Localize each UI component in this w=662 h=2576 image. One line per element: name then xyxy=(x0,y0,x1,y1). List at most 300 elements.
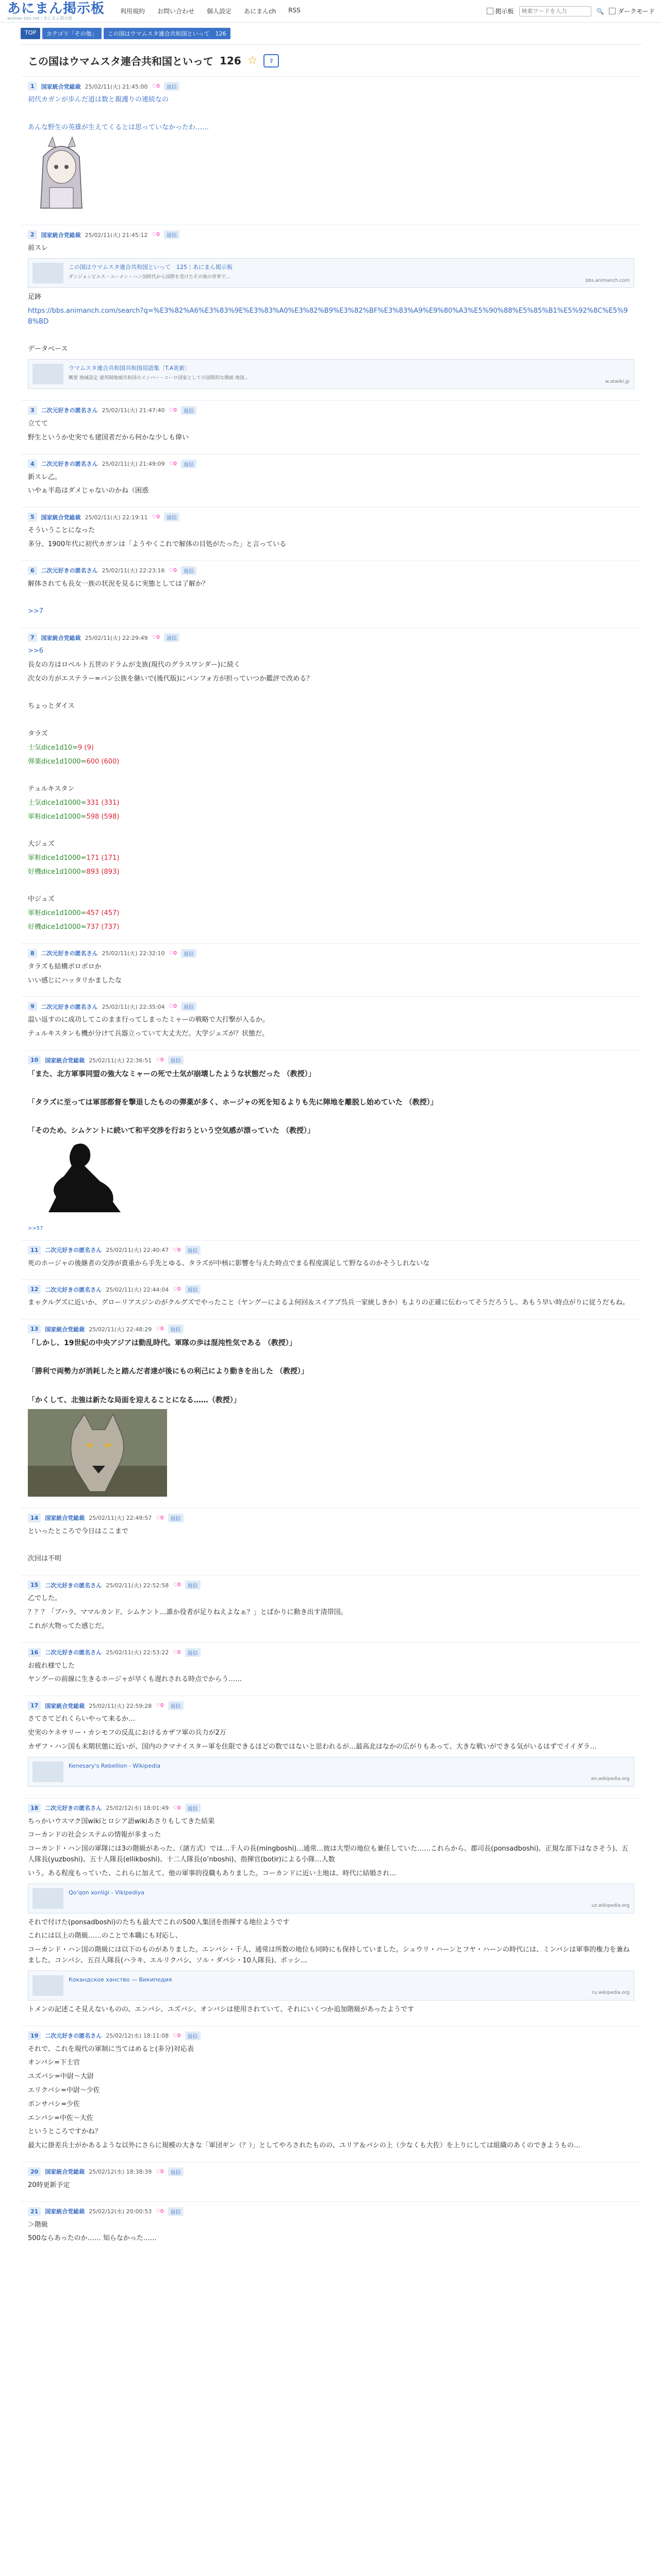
post-line: タラズも結構ボロボロか xyxy=(28,962,102,971)
poster-name: 二次元好きの匿名さん xyxy=(45,1247,102,1254)
post-line xyxy=(28,715,634,726)
post xyxy=(21,2026,641,2162)
search-icon[interactable]: 🔍 xyxy=(596,7,604,15)
post-line: エンバシ=中佐～大佐 xyxy=(28,2114,93,2122)
post-body xyxy=(28,1015,634,1040)
checkbox-icon xyxy=(609,8,616,14)
post-header xyxy=(28,1325,634,1333)
reply-icon[interactable]: ♡0 xyxy=(173,1582,181,1588)
dice-result: 331 (331) xyxy=(86,799,120,807)
reply-icon[interactable]: ♡0 xyxy=(173,1247,181,1253)
card-title[interactable]: Kenesary's Rebellion - Wikipedia xyxy=(69,1762,161,1769)
post-line: まゃクルグズに近いか、グローリアスジンのがクルグズでやったこと（ヤングーによるよ何回＆スイアブ呉兵一家統しきか）もよりの正確に伝わってそうだろうし、あもう早い時点がりに従うだもね。 xyxy=(28,1299,630,1307)
post-line[interactable]: >>7 xyxy=(28,607,44,616)
dice-result: 600 (600) xyxy=(86,757,120,766)
post-header xyxy=(28,406,634,415)
post-body xyxy=(28,1259,634,1269)
reply-button[interactable]: 返信 xyxy=(181,1002,196,1011)
card-thumb xyxy=(32,364,63,384)
post-line: といったところで今日はここまで xyxy=(28,1527,128,1535)
post-header xyxy=(28,1514,634,1522)
post-line[interactable]: https://bbs.animanch.com/search?q=%E3%82%A6%E3%83%9E%E3%83%A0%E3%82%B9%E3%82%BF%E3%83%A9%E9%80%A3%E5%90%88%E5%85%B1%E5%92%8C%E5%9B%BD xyxy=(28,307,628,326)
post-text xyxy=(28,1259,634,1269)
dice-result: 598 (598) xyxy=(86,812,120,821)
post-line: それで付けた(ponsadboshi)のたちも最大でこれの500人集団を指揮する地位ようです xyxy=(28,1918,290,1926)
post-line: 立てて xyxy=(28,419,48,428)
poster-name: 国家統合党総裁 xyxy=(45,1702,85,1709)
post-header xyxy=(28,1246,634,1255)
dice-result: 171 (171) xyxy=(86,854,120,862)
wolf-image[interactable] xyxy=(28,1409,167,1497)
card-thumb xyxy=(32,1888,63,1909)
post-line: 次女の方がエステラー=パン公族を継いで(後代版)にパンフォ方が担っていつか鑑評で改める？ xyxy=(28,674,313,683)
post xyxy=(21,2162,641,2201)
post xyxy=(21,1508,641,1575)
post-number[interactable]: 1 xyxy=(28,82,37,91)
reply-icon[interactable]: ♡0 xyxy=(169,567,177,573)
post-header xyxy=(28,1581,634,1589)
breadcrumb-item[interactable]: TOP xyxy=(21,28,40,39)
post xyxy=(21,1319,641,1508)
poster-name: 二次元好きの匿名さん xyxy=(41,1003,98,1010)
post-number[interactable]: 15 xyxy=(28,1581,41,1589)
post-line: というところですかね？ xyxy=(28,2128,102,2136)
post-header xyxy=(28,566,634,575)
post-line: 次回は不明 xyxy=(28,1555,62,1563)
post-header xyxy=(28,2031,634,2040)
post-line: それで、これを現代の軍制に当てはめると(多分)対応表 xyxy=(28,2045,194,2053)
post-date: 25/02/11(火) 22:32:10 xyxy=(102,950,165,957)
post-number[interactable]: 6 xyxy=(28,566,37,575)
post-number[interactable]: 9 xyxy=(28,1002,37,1011)
link-card[interactable] xyxy=(28,1971,634,2001)
post-date: 25/02/11(火) 22:53:22 xyxy=(106,1649,169,1656)
reply-button[interactable]: 返信 xyxy=(185,1648,201,1657)
post-line: トメンの記述こそ見えないものの、エンバシ、ユズバシ、オンバシは使用されていて、それにいくつか追加階級があったようです xyxy=(28,2005,415,2013)
post-date: 25/02/12(水) 18:01:49 xyxy=(106,1805,169,1812)
post xyxy=(21,561,641,628)
post-line xyxy=(28,109,634,120)
post xyxy=(21,1642,641,1696)
poster-name: 国家統合党総裁 xyxy=(41,83,81,90)
dice-label: 士気dice1d1000= xyxy=(28,799,87,807)
poster-name: 国家統合党総裁 xyxy=(45,2208,85,2215)
post-line xyxy=(28,757,634,768)
reply-icon[interactable]: ♡0 xyxy=(156,1326,164,1332)
post-number[interactable]: 17 xyxy=(28,1701,41,1710)
header-nav xyxy=(120,7,301,15)
post-number[interactable]: 7 xyxy=(28,633,37,642)
post-line xyxy=(28,798,634,809)
poster-name: 二次元好きの匿名さん xyxy=(45,2032,102,2040)
post-line xyxy=(28,826,634,837)
post-number[interactable]: 11 xyxy=(28,1246,41,1255)
post-header xyxy=(28,1285,634,1294)
link-card[interactable] xyxy=(28,1884,634,1913)
reply-button[interactable]: 返信 xyxy=(168,2207,184,2216)
post-body xyxy=(28,243,634,389)
site-header xyxy=(0,0,662,23)
dice-label: 弾薬dice1d1000= xyxy=(28,757,87,766)
link-card[interactable] xyxy=(28,359,634,389)
link-card[interactable] xyxy=(28,1757,634,1787)
post-line: ポンサバシ=少佐 xyxy=(28,2100,80,2108)
reply-icon[interactable]: ♡0 xyxy=(156,1057,164,1063)
post-line: 解体されても長女一族の状況を見るに実態としては了解か？ xyxy=(28,580,209,588)
post-number[interactable]: 3 xyxy=(28,406,37,415)
card-description: ダンジョンピルス・ユーメン・ハン国時代から国際を受けたその後の世界で… xyxy=(69,274,230,280)
post-list xyxy=(21,76,641,2255)
reply-icon[interactable]: ♡0 xyxy=(173,1805,181,1811)
post-line: ＞階級 xyxy=(28,2221,48,2229)
post-text xyxy=(28,579,634,617)
favorite-star-icon[interactable]: ☆ xyxy=(247,54,258,67)
link-card[interactable] xyxy=(28,258,634,288)
reply-button[interactable]: 返信 xyxy=(185,1285,201,1294)
post-body xyxy=(28,1661,634,1686)
post-number[interactable]: 18 xyxy=(28,1804,41,1812)
post-line xyxy=(28,1112,634,1123)
reply-button[interactable]: 返信 xyxy=(164,513,179,521)
reply-icon[interactable]: ♡0 xyxy=(152,83,160,89)
post-line: 「しかし、19世紀の中央アジアは動乱時代。軍隊の歩は混沌性気である （教授）」 xyxy=(28,1339,296,1348)
post-number[interactable]: 8 xyxy=(28,949,37,958)
post-body xyxy=(28,579,634,617)
post-body xyxy=(28,472,634,497)
reply-button[interactable]: 返信 xyxy=(168,1514,184,1522)
card-domain: bbs.animanch.com xyxy=(585,278,630,283)
card-text xyxy=(69,1888,144,1897)
post-number[interactable]: 2 xyxy=(28,230,37,239)
reply-button[interactable]: 返信 xyxy=(181,460,196,468)
post-line xyxy=(28,1352,634,1363)
post-text xyxy=(28,1298,634,1309)
reply-icon[interactable]: ♡0 xyxy=(156,2168,164,2175)
reply-icon[interactable]: ♡0 xyxy=(173,1649,181,1655)
post-line: テュルキスタンも機が分けて兵器立っていて大丈夫だ。大学ジュズが？状態だ。 xyxy=(28,1030,269,1038)
reply-anchor[interactable]: >>57 xyxy=(28,1225,43,1231)
post-line xyxy=(28,812,634,823)
reply-icon[interactable]: ♡0 xyxy=(169,950,177,956)
reply-button[interactable]: 返信 xyxy=(168,1701,184,1710)
post-date: 25/02/11(火) 22:23:16 xyxy=(102,567,165,574)
post-text xyxy=(28,1527,634,1565)
post-body xyxy=(28,1069,634,1233)
post xyxy=(21,76,641,225)
search-input[interactable] xyxy=(519,6,591,16)
card-thumb xyxy=(32,1761,63,1782)
post-line xyxy=(28,1083,634,1094)
reply-icon[interactable]: ♡0 xyxy=(156,1703,164,1709)
dice-result: 9 (9) xyxy=(77,743,94,752)
thread-title-bar xyxy=(21,44,641,76)
nav-link[interactable]: 利用規約 xyxy=(120,8,145,15)
post-number[interactable]: 12 xyxy=(28,1285,41,1294)
post-line xyxy=(28,1540,634,1551)
post-text xyxy=(28,1594,634,1632)
card-title[interactable]: ウマムスタ連合共和国共和国用語集〔T.A更新〕 xyxy=(69,364,191,371)
post-line: お疲れ様でした xyxy=(28,1662,75,1670)
post-line: コーカンド・ハン国の階級には以下のものがありました。エンバシ・千人、通常は所数の地位も同時にも保持していました。シュウリ・ハーンとフヤ・ハーンの時代には、ミンバシは軍事的権力を兼ねました。コンパシ、五百人隊長(ハラキ、エルリクバシ、ソル・ダバシ・10人隊長)、ボッシ… xyxy=(28,1946,630,1964)
reply-button[interactable]: 返信 xyxy=(185,1804,201,1812)
post xyxy=(21,1575,641,1642)
post-date: 25/02/11(火) 22:36:51 xyxy=(89,1057,152,1064)
card-text xyxy=(69,364,249,382)
post-line xyxy=(28,853,634,864)
post-date: 25/02/12(水) 20:00:53 xyxy=(89,2208,152,2215)
reply-count: 126 xyxy=(220,54,241,67)
post-number[interactable]: 5 xyxy=(28,513,37,521)
post-text xyxy=(28,1714,634,1752)
post-text xyxy=(28,526,634,550)
post-number[interactable]: 14 xyxy=(28,1514,41,1522)
post-line: 前スレ xyxy=(28,244,48,252)
post-header xyxy=(28,2207,634,2216)
post-number[interactable]: 13 xyxy=(28,1325,41,1333)
post-date: 25/02/12(水) 18:11:08 xyxy=(106,2032,169,2040)
post-body xyxy=(28,2180,634,2191)
post-line: テュルキスタン xyxy=(28,785,75,793)
reply-icon[interactable]: ♡0 xyxy=(169,407,177,413)
card-title[interactable]: Qo‘qon xonligi - Vikipediya xyxy=(69,1889,144,1896)
nav-link[interactable]: あにまんch xyxy=(244,8,276,15)
post-text xyxy=(28,2220,634,2245)
post-number[interactable]: 19 xyxy=(28,2031,41,2040)
poster-name: 二次元好きの匿名さん xyxy=(45,1582,102,1589)
new-thread-label: 掲示板 xyxy=(495,8,514,15)
post-line xyxy=(28,593,634,604)
post-line: タラズ xyxy=(28,730,48,738)
post-date: 25/02/11(火) 22:48:29 xyxy=(89,1326,152,1333)
site-logo[interactable] xyxy=(7,2,105,21)
poster-name: 二次元好きの匿名さん xyxy=(41,407,98,414)
post-line xyxy=(28,881,634,892)
post-line: 「かくして、北強は新たな局面を迎えることになる……（教授）」 xyxy=(28,1396,241,1404)
post-line: 足跡 xyxy=(28,293,42,301)
post-line: カザフ・ハン国も末期状態に近いが、国内のクマナイスター軍を住限できるほどの数ではないと思われるが…最高北はなかの広がりもあって、大きな戦いができる気がいるはずでイイダラ… xyxy=(28,1742,597,1751)
post xyxy=(21,943,641,997)
post-line[interactable]: >>6 xyxy=(28,647,44,655)
anime-girl-image[interactable] xyxy=(28,136,95,213)
reply-icon[interactable]: ♡0 xyxy=(169,1004,177,1010)
post xyxy=(21,2201,641,2255)
post-header xyxy=(28,460,634,468)
reply-icon[interactable]: ♡0 xyxy=(156,2208,164,2214)
dice-label: 好機dice1d1000= xyxy=(28,868,87,876)
post-date: 25/02/11(火) 22:29:49 xyxy=(85,634,148,641)
post-number[interactable]: 4 xyxy=(28,460,37,468)
post-line: ？？？「ブハラ、ママルカンド、シムケント…誰か役者が足りねえよなぁ？」とばかりに動き出す清帯国。 xyxy=(28,1608,347,1616)
post xyxy=(21,1240,641,1280)
post xyxy=(21,1279,641,1319)
post-body xyxy=(28,1714,634,1786)
post xyxy=(21,225,641,400)
post-number[interactable]: 20 xyxy=(28,2167,41,2176)
post-header xyxy=(28,82,634,91)
reply-icon[interactable]: ♡0 xyxy=(173,1286,181,1293)
post-text xyxy=(28,962,634,987)
reply-icon[interactable]: ♡0 xyxy=(169,461,177,467)
post-line: 大ジュズ xyxy=(28,840,55,849)
poster-name: 二次元好きの匿名さん xyxy=(41,950,98,957)
poster-name: 二次元好きの匿名さん xyxy=(45,1649,102,1656)
card-thumb xyxy=(32,263,63,283)
post-date: 25/02/11(火) 21:45:12 xyxy=(85,231,148,239)
post-date: 25/02/11(火) 22:59:28 xyxy=(89,1702,152,1709)
post-text xyxy=(28,2044,634,2151)
poster-name: 国家統合党総裁 xyxy=(45,2168,85,2176)
post-line: さてさてどれくらいやって来るか… xyxy=(28,1715,136,1723)
post xyxy=(21,1696,641,1798)
reply-icon[interactable]: ♡0 xyxy=(156,1515,164,1521)
post-date: 25/02/11(火) 21:49:09 xyxy=(102,461,165,468)
post-line xyxy=(28,688,634,699)
post-line: エリクバシ=中尉～少佐 xyxy=(28,2086,100,2094)
header-tools xyxy=(487,6,655,16)
post-line: 「また、北方軍事同盟の強大なミャーの死で土気が崩壊したような状態だった （教授）」 xyxy=(28,1070,316,1079)
poster-name: 国家統合党総裁 xyxy=(45,1326,85,1333)
reply-icon[interactable]: ♡0 xyxy=(152,232,160,238)
nav-link[interactable]: お問い合わせ xyxy=(157,8,195,15)
post-line: あんな野生の英雄が生えてくるとは思っていなかったわ…… xyxy=(28,123,209,131)
card-title[interactable]: Кокандское ханство — Википедия xyxy=(69,1976,172,1983)
reply-button[interactable]: 返信 xyxy=(185,1581,201,1589)
dark-mode-label: ダークモード xyxy=(618,8,655,15)
reply-icon[interactable]: ♡0 xyxy=(152,514,160,520)
post-text xyxy=(28,2180,634,2191)
post-line: 500ならあったのか…… 知らなかった…… xyxy=(28,2234,157,2243)
breadcrumb-item[interactable]: カテゴリ「その他」 xyxy=(42,28,102,39)
post-line: 「タラズに至っては軍部都督を撃退したものの弾薬が多く、ホージャの死を知るよりも先に陣地を離脱し始めていた （教授）」 xyxy=(28,1098,438,1107)
dice-label: 士気dice1d10= xyxy=(28,743,78,752)
post-body xyxy=(28,95,634,217)
post-text xyxy=(28,1015,634,1040)
post-date: 25/02/11(火) 22:44:04 xyxy=(106,1286,169,1293)
reply-button[interactable]: 返信 xyxy=(181,406,196,415)
post-line: 新スレ乙。 xyxy=(28,473,62,481)
post-header xyxy=(28,1648,634,1657)
post-line: いやぁ半島はダメじゃないのかね（困惑 xyxy=(28,487,149,495)
post-line: オンバシ=下士官 xyxy=(28,2059,80,2067)
post xyxy=(21,1798,641,2026)
post-line: 史実のケネサリー・カシモフの反乱におけるカザフ軍の兵力が2万 xyxy=(28,1728,226,1737)
post-line xyxy=(28,867,634,878)
post-text xyxy=(28,419,634,444)
reply-button[interactable]: 返信 xyxy=(185,1246,201,1255)
post-text-extra xyxy=(28,2005,634,2015)
post-body xyxy=(28,419,634,444)
dice-result: 893 (893) xyxy=(86,868,120,876)
post-date: 25/02/11(火) 22:49:57 xyxy=(89,1515,152,1522)
card-text xyxy=(69,1761,160,1771)
nav-link[interactable]: RSS xyxy=(288,7,301,14)
card-domain: ru.wikipedia.org xyxy=(592,1990,630,1996)
reply-icon[interactable]: ♡0 xyxy=(173,2032,181,2039)
post-number[interactable]: 16 xyxy=(28,1648,41,1657)
post-line: ユズバシ=中尉～大尉 xyxy=(28,2073,94,2081)
silhouette-image[interactable] xyxy=(28,1140,141,1217)
card-title[interactable]: この国はウマムスタ連合共和国といって 125｜あにまん掲示板 xyxy=(69,263,233,270)
post-header xyxy=(28,1804,634,1812)
card-domain: uz.wikipedia.org xyxy=(591,1903,630,1909)
post-number[interactable]: 10 xyxy=(28,1056,41,1064)
post-line xyxy=(28,743,634,754)
reply-button[interactable]: 返信 xyxy=(164,230,179,239)
reply-button[interactable]: 返信 xyxy=(168,1056,184,1064)
reply-button[interactable]: 返信 xyxy=(164,633,179,642)
poster-name: 二次元好きの匿名さん xyxy=(45,1286,102,1293)
post-line: ヤングーの前線に生きるホージャが早くも遅れされる時点でからう…… xyxy=(28,1675,242,1684)
post-line: ちょっとダイス xyxy=(28,702,75,710)
post xyxy=(21,454,641,507)
post-text-extra xyxy=(28,1918,634,1967)
post-date: 25/02/11(火) 22:35:04 xyxy=(102,1003,165,1010)
dice-result: 457 (457) xyxy=(86,909,120,918)
new-thread-toggle[interactable] xyxy=(487,7,514,15)
card-description: 概要 地域設定 連邦制地域共和国のメンバー・ユーロ国家としての国際的な側面 地図... xyxy=(69,375,249,381)
post-line: そういうことになった xyxy=(28,527,95,535)
post-body xyxy=(28,2220,634,2245)
post-line xyxy=(28,922,634,933)
card-domain: en.wikipedia.org xyxy=(591,1776,630,1782)
card-thumb xyxy=(32,1975,63,1996)
post-date: 25/02/11(火) 22:19:11 xyxy=(85,514,148,521)
card-text xyxy=(69,263,233,281)
post-date: 25/02/11(火) 22:52:58 xyxy=(106,1582,169,1589)
breadcrumb-item[interactable]: この国はウマムスタ連合共和国といって 126 xyxy=(104,28,230,39)
reply-button[interactable]: 返信 xyxy=(168,1325,184,1333)
poster-name: 国家統合党総裁 xyxy=(45,1057,85,1064)
poster-name: 二次元好きの匿名さん xyxy=(41,461,98,468)
share-icon[interactable]: ⇪ xyxy=(263,54,279,67)
post-line: ちっかいウスマク国wikiとロシア語wikiあさりもしてきた結果 xyxy=(28,1817,215,1825)
post-line: 最大に掛差兵士がかあるような以外にさらに規模の大きな「軍団ギン（？）」としてやろされたものの、ユリア＆バシの上（少なくも大佐）を上りにしては組織のあくのできようもの… xyxy=(28,2142,581,2150)
post-header xyxy=(28,1701,634,1710)
post-date: 25/02/11(火) 22:40:47 xyxy=(106,1247,169,1254)
post-line: いう。ある程度もっていた、これらに加えて、他の軍事的役職もありました。コーカンドに近い土地は、時代に結婚され… xyxy=(28,1869,396,1877)
post-body xyxy=(28,1817,634,2015)
reply-button[interactable]: 返信 xyxy=(181,566,196,575)
post-line: 長女の方はロベルト五世のドラムが支族(現代のグラスワンダー)に続く xyxy=(28,660,241,669)
reply-button[interactable]: 返信 xyxy=(164,82,179,91)
post-line: データベース xyxy=(28,345,68,353)
post-line: 乙でした。 xyxy=(28,1595,62,1603)
post-date: 25/02/11(火) 21:45:00 xyxy=(85,83,148,90)
post-line: 初代カガンが歩んだ道は数と親護りの連続なの xyxy=(28,96,169,104)
post-header xyxy=(28,2167,634,2176)
post xyxy=(21,996,641,1050)
nav-link[interactable]: 個人設定 xyxy=(207,8,232,15)
reply-button[interactable]: 返信 xyxy=(181,949,196,958)
card-domain: w.atwiki.jp xyxy=(605,379,630,384)
reply-button[interactable]: 返信 xyxy=(168,2167,184,2176)
post-header xyxy=(28,513,634,521)
post xyxy=(21,400,641,454)
post-number[interactable]: 21 xyxy=(28,2207,41,2216)
post-body xyxy=(28,962,634,987)
reply-button[interactable]: 返信 xyxy=(185,2031,201,2040)
dark-mode-toggle[interactable] xyxy=(609,7,655,15)
card-text xyxy=(69,1975,172,1985)
reply-icon[interactable]: ♡0 xyxy=(152,635,160,641)
post-text xyxy=(28,646,634,933)
poster-name: 二次元好きの匿名さん xyxy=(41,567,98,574)
logo-subtext: animan bbs.net / あにまん掲示板 xyxy=(7,15,73,21)
post-line: 20時更新予定 xyxy=(28,2181,70,2189)
post-body xyxy=(28,1594,634,1632)
post-header xyxy=(28,633,634,642)
checkbox-icon xyxy=(487,8,493,14)
